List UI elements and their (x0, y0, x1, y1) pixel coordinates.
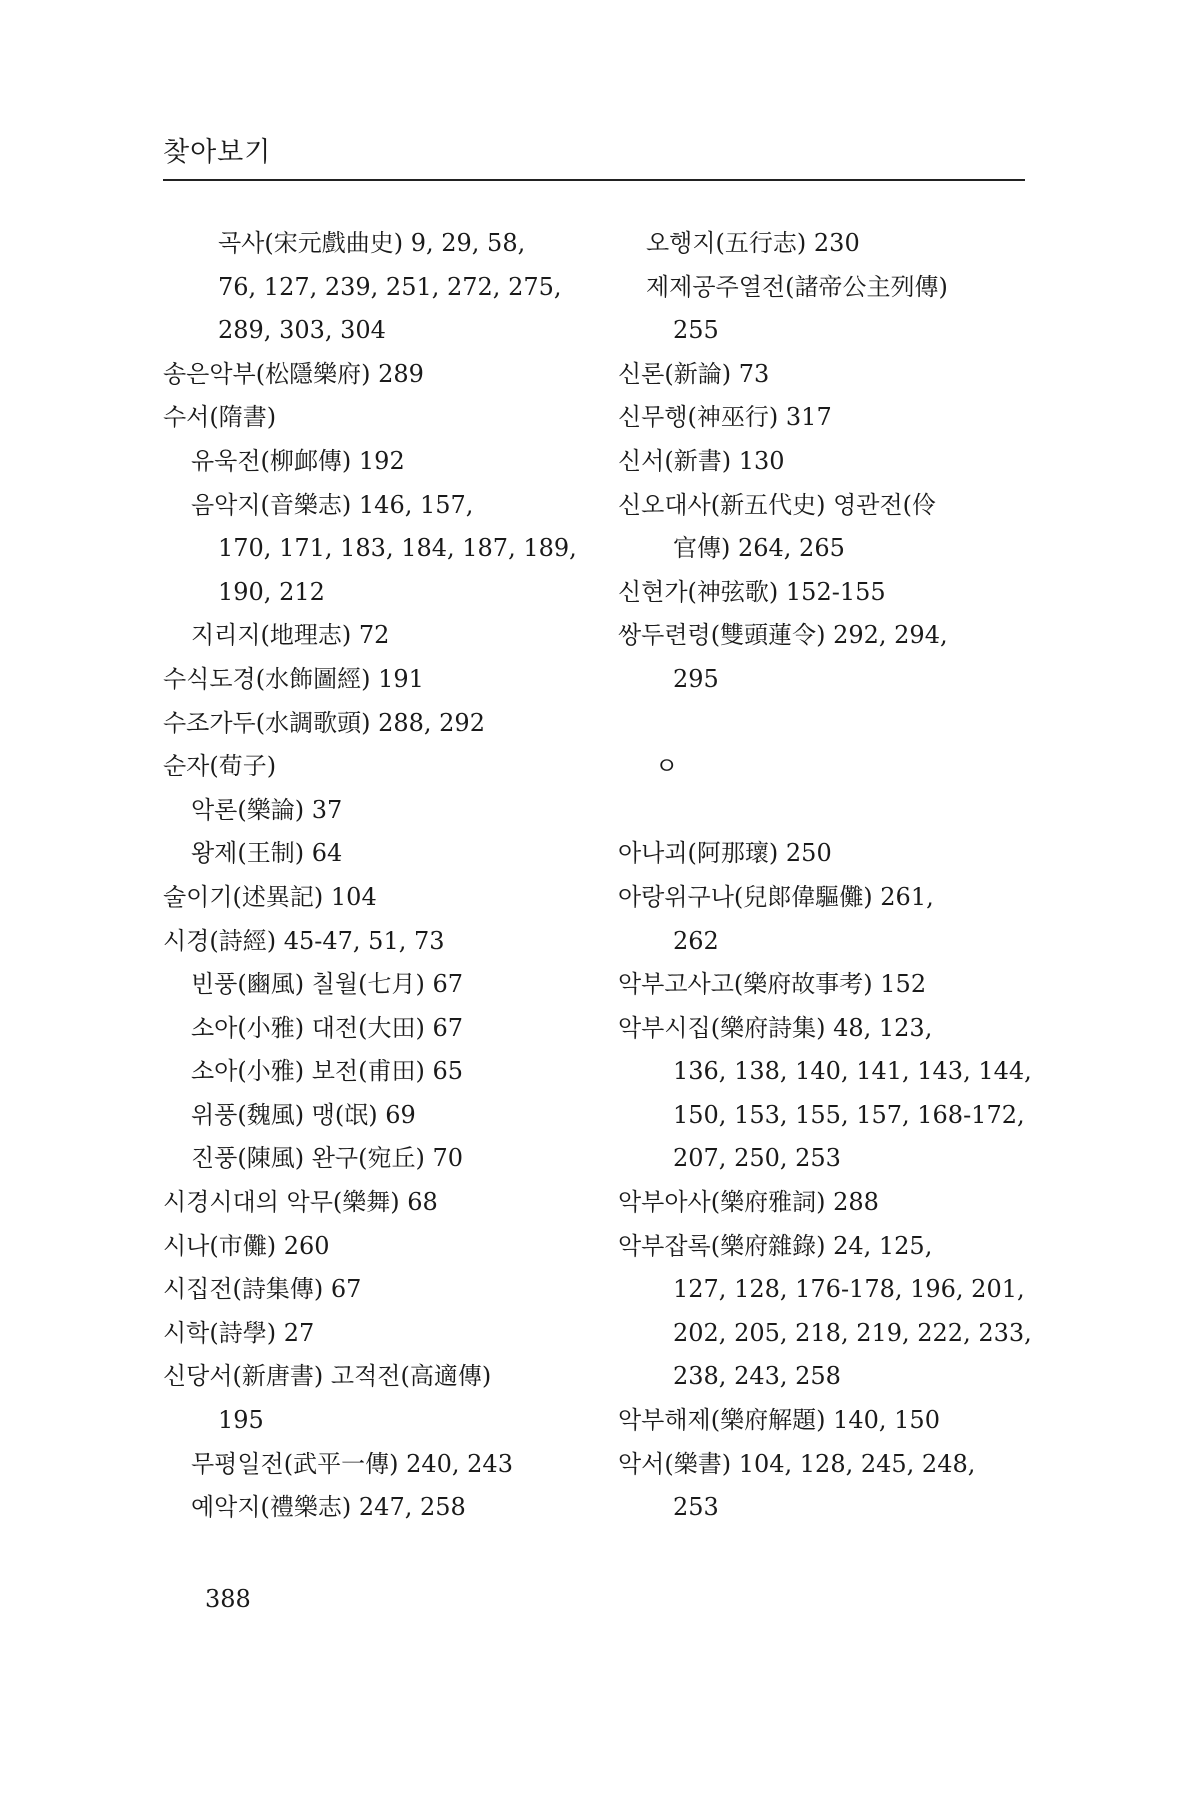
index-entry-line: 아나괴(阿那瓌) 250 (618, 839, 832, 868)
index-entry-line: 술이기(述異記) 104 (163, 882, 377, 911)
index-entry-line: 진풍(陳風) 완구(宛丘) 70 (191, 1144, 463, 1173)
index-entry-line: 官傳) 264, 265 (673, 534, 845, 563)
index-entry-line: 150, 153, 155, 157, 168-172, (673, 1100, 1025, 1129)
index-entry-line: 238, 243, 258 (673, 1362, 841, 1391)
index-entry-line: 순자(荀子) (163, 752, 277, 781)
index-entry-line: 악론(樂論) 37 (191, 795, 343, 824)
index-entry-line: 제제공주열전(諸帝公主列傳) (646, 272, 948, 301)
index-entry-line: 소아(小雅) 대전(大田) 67 (191, 1013, 463, 1042)
index-entry-line: 76, 127, 239, 251, 272, 275, (218, 272, 562, 301)
index-entry-line: 유욱전(柳䘏傳) 192 (191, 446, 405, 475)
index-entry-line: 쌍두련령(雙頭蓮令) 292, 294, (618, 621, 948, 650)
page-number: 388 (205, 1585, 251, 1613)
index-entry-line: 빈풍(豳風) 칠월(七月) 67 (191, 970, 463, 999)
index-entry-line: 악서(樂書) 104, 128, 245, 248, (618, 1449, 976, 1478)
index-column-right (618, 222, 1038, 1530)
index-entry-line: 신서(新書) 130 (618, 446, 785, 475)
index-entry-line: 202, 205, 218, 219, 222, 233, (673, 1318, 1032, 1347)
index-entry-line: 송은악부(松隱樂府) 289 (163, 359, 424, 388)
index-entry-line: 253 (673, 1493, 719, 1522)
index-entry-line: 곡사(宋元戲曲史) 9, 29, 58, (218, 229, 526, 257)
index-entry-line: 아랑위구나(兒郞偉驅儺) 261, (618, 882, 934, 911)
index-spacer (618, 789, 1038, 833)
index-entry-line: 신당서(新唐書) 고적전(高適傳) (163, 1362, 492, 1391)
index-entry-line: 무평일전(武平一傳) 240, 243 (191, 1449, 513, 1478)
index-entry-line: 시나(市儺) 260 (163, 1231, 330, 1260)
index-entry-line: 소아(小雅) 보전(甫田) 65 (191, 1057, 463, 1086)
index-entry-line: 195 (218, 1406, 264, 1435)
page-header (163, 130, 1025, 181)
index-column-left (163, 222, 583, 1530)
index-entry-line: 신무행(神巫行) 317 (618, 403, 832, 432)
index-entry-line: 127, 128, 176-178, 196, 201, (673, 1275, 1025, 1304)
page-title: 찾아보기 (163, 137, 272, 168)
index-entry-line: 신오대사(新五代史) 영관전(伶 (618, 490, 937, 519)
index-entry-line: 시학(詩學) 27 (163, 1318, 315, 1347)
index-entry-line: 289, 303, 304 (218, 316, 386, 345)
index-entry-line: 수식도경(水飾圖經) 191 (163, 664, 424, 693)
index-entry-line: 오행지(五行志) 230 (646, 229, 860, 257)
index-entry-line: 262 (673, 926, 719, 955)
index-entry-line: 악부아사(樂府雅詞) 288 (618, 1188, 879, 1217)
index-entry-line: 시경시대의 악무(樂舞) 68 (163, 1188, 438, 1217)
index-entry-line: 악부해제(樂府解題) 140, 150 (618, 1406, 940, 1435)
index-entry-line: 예악지(禮樂志) 247, 258 (191, 1493, 466, 1522)
index-entry-line: 지리지(地理志) 72 (191, 621, 390, 650)
index-entry-line: 207, 250, 253 (673, 1144, 841, 1173)
index-entry-line: 악부시집(樂府詩集) 48, 123, (618, 1013, 933, 1042)
index-entry-line: 위풍(魏風) 맹(氓) 69 (191, 1100, 416, 1129)
index-entry-line: 136, 138, 140, 141, 143, 144, (673, 1057, 1032, 1086)
index-entry-line: 시집전(詩集傳) 67 (163, 1275, 362, 1304)
index-entry-line: 수서(隋書) (163, 403, 277, 432)
index-entry-line: 왕제(王制) 64 (191, 839, 343, 868)
index-section-letter: ㅇ (655, 752, 679, 781)
index-entry-line: 신론(新論) 73 (618, 359, 770, 388)
index-entry-line: 170, 171, 183, 184, 187, 189, (218, 534, 577, 563)
index-entry-line: 신현가(神弦歌) 152-155 (618, 577, 886, 606)
index-entry-line: 295 (673, 664, 719, 693)
index-entry-line: 수조가두(水調歌頭) 288, 292 (163, 708, 485, 737)
index-spacer (618, 702, 1038, 746)
index-entry-line: 악부고사고(樂府故事考) 152 (618, 970, 927, 999)
index-entry-line: 시경(詩經) 45-47, 51, 73 (163, 926, 445, 955)
index-entry-line: 190, 212 (218, 577, 325, 606)
index-entry-line: 악부잡록(樂府雜錄) 24, 125, (618, 1231, 933, 1260)
index-entry-line: 255 (673, 316, 719, 345)
index-entry-line: 음악지(音樂志) 146, 157, (191, 490, 474, 519)
